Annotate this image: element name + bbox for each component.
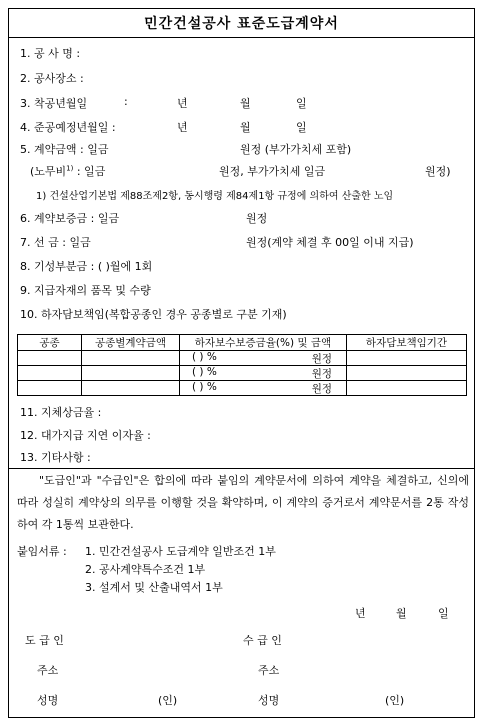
item-7-label: 선 금 : 일금 <box>34 236 91 249</box>
item-9 <box>20 282 151 298</box>
cell-warranty-rate <box>180 381 347 396</box>
footnote-marker: 1) <box>66 164 74 173</box>
defect-liability-table <box>17 334 467 396</box>
item-3-month: 월 <box>240 97 251 110</box>
item-3 <box>20 95 87 111</box>
item-4-day: 일 <box>296 121 307 134</box>
item-12-label: 대가지급 지연 이자율 : <box>41 429 151 442</box>
item-10-label: 하자담보책임(복합공종인 경우 공종별로 구분 기재) <box>41 308 287 321</box>
signing-month: 월 <box>396 607 407 620</box>
item-5-vat: 원정, 부가가치세 일금 <box>219 165 326 178</box>
signing-day: 일 <box>438 607 449 620</box>
document-title: 민간건설공사 표준도급계약서 <box>8 8 475 38</box>
item-4-label: 준공예정년월일 : <box>34 121 116 134</box>
cell-work-type <box>18 366 82 381</box>
item-5 <box>20 141 108 157</box>
item-12 <box>20 427 151 443</box>
item-13 <box>20 449 91 465</box>
item-4-month: 월 <box>240 121 251 134</box>
item-6-number: 6. <box>20 212 31 225</box>
labor-cost-colon: : 일금 <box>76 165 106 178</box>
cell-contract-amount <box>82 351 180 366</box>
item-7-number: 7. <box>20 236 31 249</box>
item-7 <box>20 234 91 250</box>
header-contract-amount: 공종별계약금액 <box>82 335 180 351</box>
item-13-number: 13. <box>20 451 38 464</box>
rate-won: 원정 <box>311 368 332 380</box>
header-work-type: 공종 <box>18 335 82 351</box>
item-8-label: 기성부분금 : ( )월에 1회 <box>34 260 153 273</box>
item-5-vat-end: 원정) <box>425 165 451 178</box>
signing-year: 년 <box>355 607 366 620</box>
rate-percent: ( ) % <box>192 366 217 378</box>
agreement-paragraph: "도급인"과 "수급인"은 합의에 따라 붙임의 계약문서에 의하여 계약을 체결하고, 신의에 따라 성실히 계약상의 의무를 이행할 것을 확약하며, 이 계약의 증거로서 계약문서를 2통 작성하여 각 1통씩 보관한다. <box>17 474 469 531</box>
item-2-label: 공사장소 : <box>34 72 84 85</box>
contractor-address-label: 주소 <box>37 664 59 677</box>
attachment-3: 3. 설계서 및 산출내역서 1부 <box>85 581 223 594</box>
header-warranty-rate: 하자보수보증금율(%) 및 금액 <box>180 335 347 351</box>
cell-warranty-rate <box>180 351 347 366</box>
item-1-number: 1. <box>20 47 31 60</box>
item-4 <box>20 119 116 135</box>
item-3-number: 3. <box>20 97 31 110</box>
item-10-number: 10. <box>20 308 38 321</box>
item-11 <box>20 404 101 420</box>
item-11-number: 11. <box>20 406 38 419</box>
item-4-year: 년 <box>177 121 188 134</box>
item-3-label: 착공년월일 <box>34 97 88 110</box>
rate-won: 원정 <box>311 353 332 365</box>
item-2 <box>20 70 84 86</box>
subcontractor-address-label: 주소 <box>258 664 280 677</box>
subcontractor-heading: 수 급 인 <box>243 634 282 647</box>
attachments-label: 붙임서류 : <box>17 545 67 558</box>
item-1-label: 공 사 명 : <box>34 47 81 60</box>
item-5-label: 계약금액 : 일금 <box>34 143 109 156</box>
table-row <box>18 381 467 396</box>
item-5-amount: 원정 (부가가치세 포함) <box>240 143 352 156</box>
item-7-end: 원정(계약 체결 후 00일 이내 지급) <box>246 236 414 249</box>
item-5-number: 5. <box>20 143 31 156</box>
cell-contract-amount <box>82 381 180 396</box>
item-2-number: 2. <box>20 72 31 85</box>
item-9-number: 9. <box>20 284 31 297</box>
item-1 <box>20 45 80 61</box>
item-12-number: 12. <box>20 429 38 442</box>
table-row <box>18 351 467 366</box>
attachment-2: 2. 공사계약특수조건 1부 <box>85 563 206 576</box>
item-3-day: 일 <box>296 97 307 110</box>
item-8-number: 8. <box>20 260 31 273</box>
cell-contract-amount <box>82 366 180 381</box>
rate-percent: ( ) % <box>192 351 217 363</box>
attachment-1: 1. 민간건설공사 도급계약 일반조건 1부 <box>85 545 276 558</box>
item-11-label: 지체상금율 : <box>41 406 102 419</box>
item-10 <box>20 306 287 322</box>
item-4-number: 4. <box>20 121 31 134</box>
table-row <box>18 366 467 381</box>
cell-work-type <box>18 351 82 366</box>
item-13-label: 기타사항 : <box>41 451 91 464</box>
item-6-label: 계약보증금 : 일금 <box>34 212 120 225</box>
item-3-colon: : <box>124 95 128 108</box>
table-header-row <box>18 335 467 351</box>
footnote-1: 1) 건설산업기본법 제88조제2항, 동시행령 제84제1항 규정에 의하여 산출한 노임 <box>36 191 394 202</box>
rate-won: 원정 <box>311 383 332 395</box>
rate-percent: ( ) % <box>192 381 217 393</box>
contractor-heading: 도 급 인 <box>25 634 64 647</box>
item-3-year: 년 <box>177 97 188 110</box>
labor-cost-label: (노무비 <box>30 165 67 178</box>
item-6-end: 원정 <box>246 212 268 225</box>
item-5-labor <box>30 163 105 179</box>
contractor-name-label: 성명 <box>37 694 59 707</box>
item-9-label: 지급자재의 품목 및 수량 <box>34 284 151 297</box>
section-divider <box>8 468 475 469</box>
subcontractor-seal: (인) <box>385 694 405 707</box>
item-8 <box>20 258 152 274</box>
cell-warranty-period <box>347 381 467 396</box>
contractor-seal: (인) <box>158 694 178 707</box>
cell-warranty-period <box>347 351 467 366</box>
cell-work-type <box>18 381 82 396</box>
item-6 <box>20 210 119 226</box>
subcontractor-name-label: 성명 <box>258 694 280 707</box>
cell-warranty-period <box>347 366 467 381</box>
cell-warranty-rate <box>180 366 347 381</box>
header-warranty-period: 하자담보책임기간 <box>347 335 467 351</box>
